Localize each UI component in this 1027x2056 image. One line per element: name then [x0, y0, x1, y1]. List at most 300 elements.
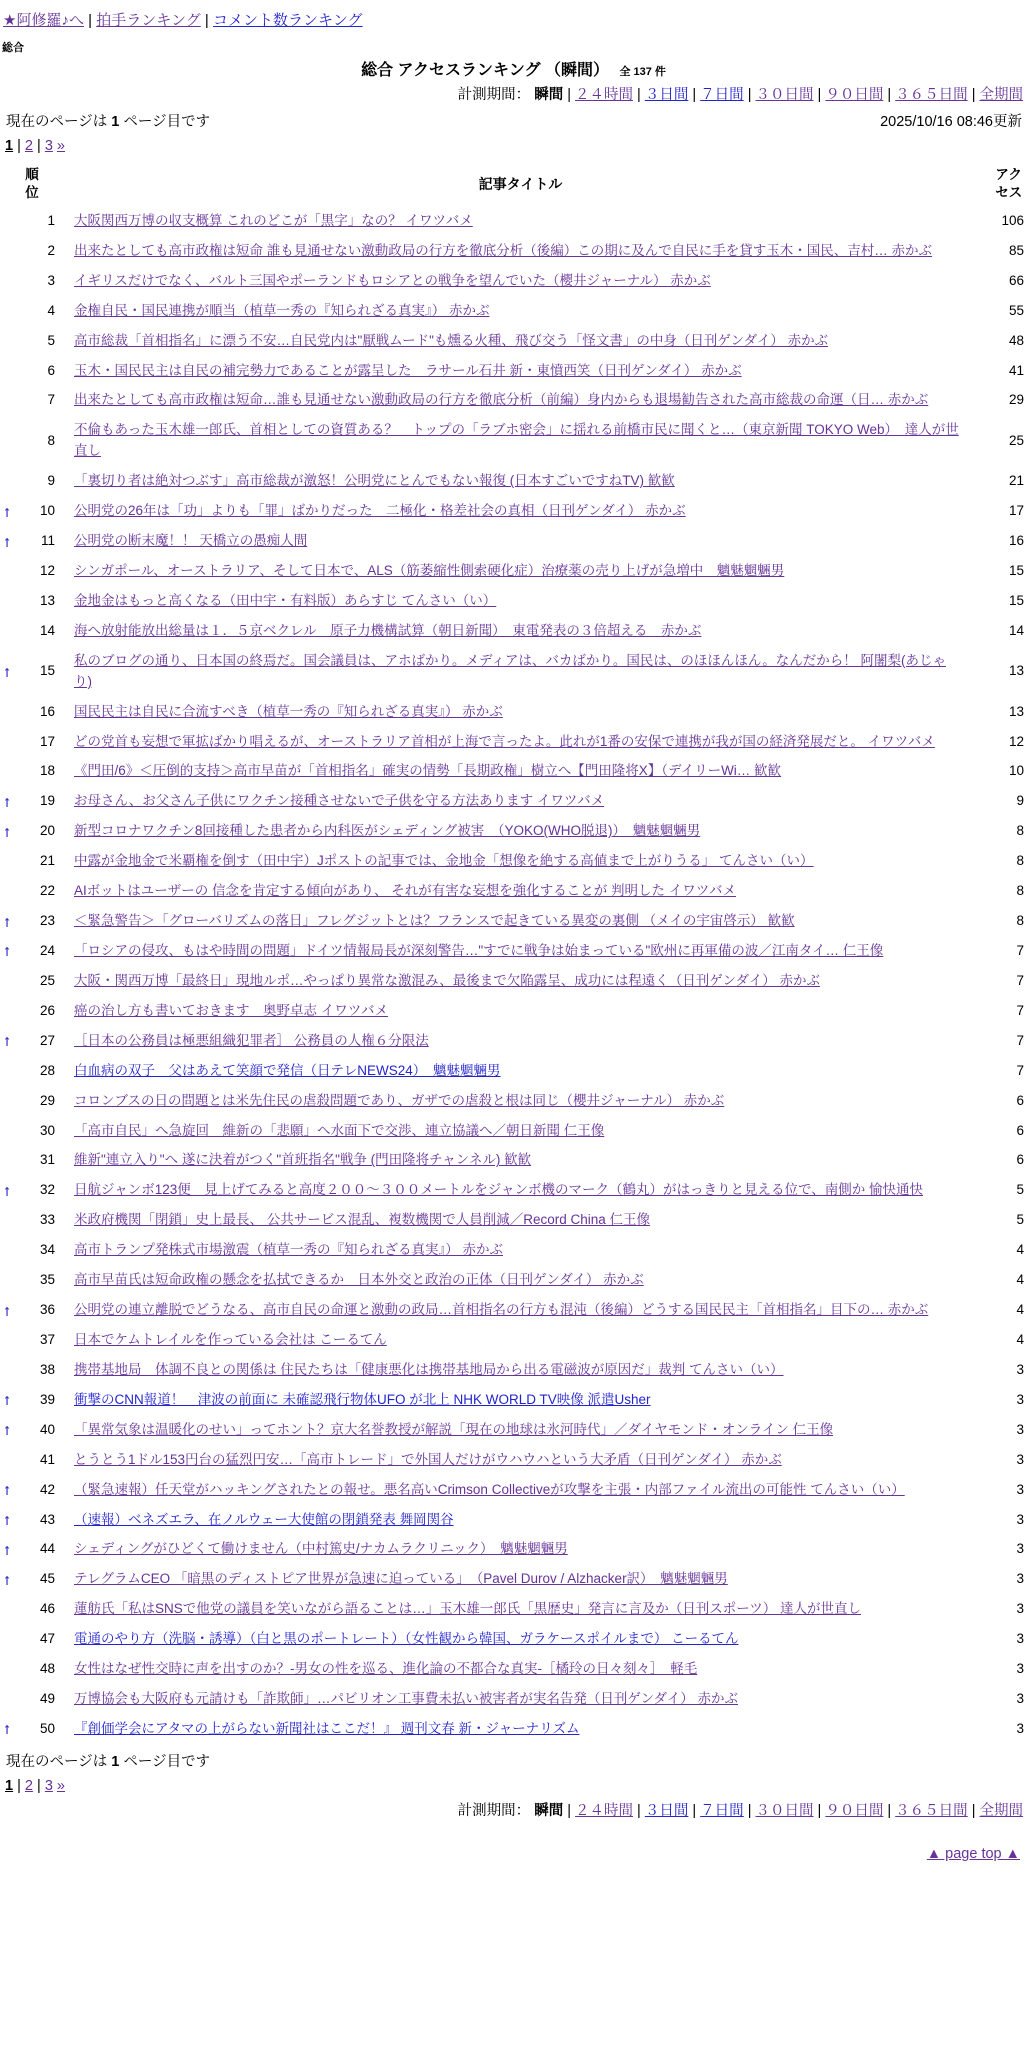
rank-number: 30 — [39, 1122, 55, 1138]
rank-number: 23 — [39, 913, 55, 929]
access-count: 29 — [1008, 392, 1024, 408]
period-link[interactable]: ７日間 — [700, 1803, 744, 1820]
separator: | — [967, 1803, 980, 1820]
table-row — [0, 386, 1027, 416]
article-link[interactable]: 電通のやり方（洗脳・誘導）（白と黒のポートレート）（女性観から韓国、ガラケースポイルまで） こーるてん — [74, 1631, 739, 1647]
title-cell — [64, 616, 977, 646]
article-link[interactable]: 《門田/6》＜圧倒的支持＞高市早苗が「首相指名」確実の情勢「長期政権」樹立へ【門田隆将X】（デイリーWi… 歓歓 — [74, 763, 782, 779]
article-link[interactable]: 白血病の双子 父はあえて笑顔で発信（日テレNEWS24） 魑魅魍魎男 — [74, 1062, 501, 1078]
article-link[interactable]: 海へ放射能放出総量は１．５京ベクレル 原子力機構試算（朝日新聞） 東電発表の３倍超える 赤かぶ — [74, 622, 702, 638]
access-count: 10 — [1008, 763, 1024, 779]
title-cell — [64, 877, 977, 907]
ranking-table — [0, 162, 1027, 1744]
rank-up-arrow-icon: ↑ — [3, 1182, 11, 1200]
rank-cell — [0, 1236, 64, 1266]
rank-cell — [0, 1595, 64, 1625]
article-link[interactable]: イギリスだけでなく、バルト三国やポーランドもロシアとの戦争を望んでいた（櫻井ジャーナル） 赤かぶ — [74, 272, 711, 288]
rank-number: 4 — [47, 302, 55, 318]
access-count: 7 — [1016, 1062, 1024, 1078]
access-count: 48 — [1008, 332, 1024, 348]
access-count: 3 — [1016, 1601, 1024, 1617]
title-cell — [64, 386, 977, 416]
rank-number: 7 — [47, 392, 55, 408]
rank-cell — [0, 1685, 64, 1715]
title-cell — [64, 1685, 977, 1715]
rank-number: 3 — [47, 272, 55, 288]
access-count: 41 — [1008, 362, 1024, 378]
table-row — [0, 1475, 1027, 1505]
title-cell — [64, 1445, 977, 1475]
pagination-page-link[interactable]: 2 — [24, 138, 33, 154]
access-count: 8 — [1016, 883, 1024, 899]
title-cell — [64, 527, 977, 557]
rank-number: 12 — [39, 563, 55, 578]
page-title-text: 総合 アクセスランキング （瞬間） — [361, 62, 609, 79]
rank-cell — [0, 1355, 64, 1385]
access-count: 4 — [1016, 1302, 1024, 1318]
separator: | — [688, 87, 701, 103]
rank-number: 28 — [39, 1062, 55, 1078]
access-count: 6 — [1016, 1152, 1024, 1168]
article-link[interactable]: お母さん、お父さん子供にワクチン接種させないで子供を守る方法あります イワツバメ — [74, 793, 605, 809]
access-count: 21 — [1008, 473, 1024, 489]
article-link[interactable]: 維新"連立入り"へ 遂に決着がつく"首班指名"戦争 (門田隆将チャンネル) 歓歓 — [74, 1152, 532, 1168]
access-count: 8 — [1016, 913, 1024, 929]
top-nav — [0, 0, 1027, 30]
rank-cell — [0, 527, 64, 557]
table-row — [0, 296, 1027, 326]
page-top-link[interactable]: ▲ page top ▲ — [926, 1846, 1020, 1863]
access-count: 15 — [1008, 592, 1024, 608]
rank-number: 19 — [39, 793, 55, 809]
period-link[interactable]: ７日間 — [700, 87, 744, 103]
separator: | — [743, 87, 756, 103]
title-cell — [64, 817, 977, 847]
period-current: 瞬間 — [534, 1803, 564, 1820]
article-link[interactable]: AIボットはユーザーの 信念を肯定する傾向があり、 それが有害な妄想を強化することが 判明した イワツバメ — [74, 883, 736, 899]
article-link[interactable]: テレグラムCEO 「暗黒のディストピア世界が急速に迫っている」 （Pavel Durov / Alzhacker訳） 魑魅魍魎男 — [74, 1571, 728, 1587]
rank-cell — [0, 757, 64, 787]
table-row — [0, 1505, 1027, 1535]
article-link[interactable]: シンガポール、オーストラリア、そして日本で、ALS（筋萎縮性側索硬化症）治療薬の売り上げが急増中 魑魅魍魎男 — [74, 563, 785, 578]
rank-up-arrow-icon: ↑ — [3, 502, 11, 520]
title-cell — [64, 1296, 977, 1326]
rank-number: 16 — [39, 703, 55, 719]
article-link[interactable]: 癌の治し方も書いておきます 奥野卓志 イワツバメ — [74, 1002, 388, 1018]
table-row — [0, 1296, 1027, 1326]
article-link[interactable]: 日本でケムトレイルを作っている会社は こーるてん — [74, 1331, 387, 1347]
access-count: 3 — [1016, 1720, 1024, 1736]
table-row — [0, 1266, 1027, 1296]
rank-cell — [0, 1565, 64, 1595]
column-header-rank: 順位 — [25, 167, 39, 201]
rank-up-arrow-icon: ↑ — [3, 1541, 11, 1559]
rank-cell — [0, 1475, 64, 1505]
access-count: 7 — [1016, 1032, 1024, 1048]
access-count: 8 — [1016, 823, 1024, 839]
rank-up-arrow-icon: ↑ — [3, 1421, 11, 1439]
rank-cell — [0, 966, 64, 996]
rank-number: 49 — [39, 1691, 55, 1707]
ranking-rows — [0, 206, 1027, 1744]
access-count: 5 — [1016, 1182, 1024, 1198]
table-row — [0, 1625, 1027, 1655]
article-link[interactable]: 国民民主は自民に合流すべき（植草一秀の『知られざる真実』） 赤かぶ — [74, 703, 503, 719]
article-link[interactable]: 高市総裁「首相指名」に漂う不安…自民党内は"厭戦ムード"も燻る火種、飛び交う「怪文書」の中身（日刊ゲンダイ） 赤かぶ — [74, 332, 829, 348]
access-count: 13 — [1008, 703, 1024, 719]
rank-number: 35 — [39, 1272, 55, 1288]
title-cell — [64, 1325, 977, 1355]
period-link[interactable]: ９０日間 — [825, 87, 884, 103]
article-link[interactable]: （緊急速報）任天堂がハッキングされたとの報せ。悪名高いCrimson Collectiveが攻撃を主張・内部ファイル流出の可能性 てんさい（い） — [74, 1481, 905, 1497]
title-cell — [64, 416, 977, 467]
rank-cell — [0, 847, 64, 877]
period-link[interactable]: ３日間 — [644, 87, 689, 103]
page-status — [6, 110, 210, 131]
article-link[interactable]: ＜緊急警告＞「グローバリズムの落日」フレグジットとは？フランスで起きている異変の裏側 （メイの宇宙啓示） 歓歓 — [74, 913, 795, 929]
rank-number: 47 — [39, 1631, 55, 1647]
page-status-suffix: ページ目です — [123, 1754, 211, 1771]
rank-cell — [0, 1176, 64, 1206]
title-cell — [64, 757, 977, 787]
article-link[interactable]: （速報）ベネズエラ、在ノルウェー大使館の閉鎖発表 舞岡関谷 — [74, 1511, 454, 1527]
rank-cell — [0, 1206, 64, 1236]
table-row — [0, 1056, 1027, 1086]
table-row — [0, 817, 1027, 847]
access-count: 16 — [1008, 533, 1024, 549]
article-link[interactable]: 携帯基地局 体調不良との関係は 住民たちは「健康悪化は携帯基地局から出る電磁波が原因だ」裁判 てんさい（い） — [74, 1361, 784, 1377]
access-count: 3 — [1016, 1661, 1024, 1677]
rank-number: 34 — [39, 1242, 55, 1258]
article-link[interactable]: 「異常気象は温暖化のせい」ってホント？京大名誉教授が解説「現在の地球は氷河時代」／ダイヤモンド・オンライン 仁王像 — [74, 1421, 834, 1437]
table-row — [0, 1445, 1027, 1475]
separator: | — [967, 87, 980, 103]
title-cell — [64, 1415, 977, 1445]
rank-number: 32 — [39, 1182, 55, 1198]
page-title — [0, 57, 1027, 80]
access-count: 6 — [1016, 1092, 1024, 1108]
separator: | — [32, 1778, 45, 1795]
period-link[interactable]: 全期間 — [979, 1803, 1023, 1820]
rank-cell — [0, 727, 64, 757]
rank-number: 26 — [39, 1002, 55, 1018]
article-link[interactable]: 米政府機関「閉鎖」史上最長、 公共サービス混乱、複数機関で人員削減／Record China 仁王像 — [74, 1212, 651, 1228]
rank-number: 20 — [39, 823, 55, 839]
period-current: 瞬間 — [534, 87, 564, 103]
access-count: 3 — [1016, 1421, 1024, 1437]
rank-number: 46 — [39, 1601, 55, 1617]
pagination-page-link[interactable]: 3 — [44, 1778, 53, 1795]
rank-cell — [0, 1625, 64, 1655]
article-link[interactable]: ［日本の公務員は極悪組織犯罪者］ 公務員の人権６分限法 — [74, 1032, 429, 1048]
table-row — [0, 527, 1027, 557]
title-cell — [64, 936, 977, 966]
separator: | — [563, 87, 576, 103]
article-link[interactable]: 高市トランプ発株式市場激震（植草一秀の『知られざる真実』） 赤かぶ — [74, 1242, 503, 1258]
rank-up-arrow-icon: ↑ — [3, 1511, 11, 1529]
rank-cell — [0, 356, 64, 386]
table-row — [0, 1355, 1027, 1385]
rank-number: 29 — [39, 1092, 55, 1108]
period-link[interactable]: 全期間 — [979, 87, 1023, 103]
table-row — [0, 936, 1027, 966]
column-header-title: 記事タイトル — [478, 176, 563, 193]
title-cell — [64, 326, 977, 356]
access-count: 14 — [1008, 622, 1024, 638]
rank-up-arrow-icon: ↑ — [3, 1720, 11, 1738]
article-link[interactable]: 「高市自民」へ急旋回 維新の「悲願」へ水面下で交渉、連立協議へ／朝日新聞 仁王像 — [74, 1122, 605, 1138]
rank-number: 31 — [39, 1152, 55, 1168]
nav-link[interactable]: ★阿修羅♪へ — [3, 12, 84, 29]
rank-number: 33 — [39, 1212, 55, 1228]
rank-number: 6 — [47, 362, 55, 378]
rank-up-arrow-icon: ↑ — [3, 1571, 11, 1589]
title-cell — [64, 1116, 977, 1146]
period-link[interactable]: ２４時間 — [575, 1803, 634, 1820]
access-count: 25 — [1008, 432, 1024, 448]
access-count: 8 — [1016, 853, 1024, 869]
rank-cell — [0, 697, 64, 727]
article-link[interactable]: 金地金はもっと高くなる（田中宇・有料版）あらすじ てんさい（い） — [74, 592, 497, 608]
rank-cell — [0, 497, 64, 527]
article-link[interactable]: シェディングがひどくて働けません（中村篤史/ナカムラクリニック） 魑魅魍魎男 — [74, 1541, 568, 1557]
page-status-number: 1 — [111, 1754, 120, 1771]
rank-cell — [0, 1266, 64, 1296]
table-row — [0, 1026, 1027, 1056]
table-row — [0, 497, 1027, 527]
title-cell — [64, 467, 977, 497]
title-cell — [64, 1565, 977, 1595]
rank-cell — [0, 1445, 64, 1475]
table-row — [0, 1206, 1027, 1236]
period-link[interactable]: ２４時間 — [575, 87, 634, 103]
title-cell — [64, 1625, 977, 1655]
nav-link[interactable]: 拍手ランキング — [96, 12, 201, 29]
article-link[interactable]: 蓮舫氏「私はSNSで他党の議員を笑いながら語ることは…」玉木雄一郎氏「黒歴史」発言に言及か（日刊スポーツ） 達人が世直し — [74, 1601, 861, 1617]
pagination-next-link[interactable]: » — [56, 138, 65, 154]
article-link[interactable]: 玉木・国民民主は自民の補完勢力であることが露呈した ラサール石井 新・東憤西笑（日刊ゲンダイ） 赤かぶ — [74, 362, 742, 378]
page-status-number: 1 — [111, 114, 120, 130]
title-cell — [64, 1475, 977, 1505]
title-cell — [64, 907, 977, 937]
article-link[interactable]: 「ロシアの侵攻、もはや時間の問題」ドイツ情報局長が深刻警告…"すでに戦争は始まっている"欧州に再軍備の波／江南タイ… 仁王像 — [74, 942, 884, 958]
table-row — [0, 1146, 1027, 1176]
article-link[interactable]: 金権自民・国民連携が順当（植草一秀の『知られざる真実』） 赤かぶ — [74, 302, 490, 318]
access-count: 106 — [1001, 212, 1024, 228]
rank-number: 15 — [39, 663, 55, 679]
pagination-next-link[interactable]: » — [56, 1778, 65, 1795]
period-link[interactable]: ３６５日間 — [895, 1803, 968, 1820]
rank-cell — [0, 996, 64, 1026]
table-row — [0, 1116, 1027, 1146]
rank-number: 2 — [47, 242, 55, 258]
table-row — [0, 907, 1027, 937]
access-count: 12 — [1008, 733, 1024, 749]
title-cell — [64, 586, 977, 616]
page-status-prefix: 現在のページは — [6, 114, 108, 130]
pagination-page-link[interactable]: 2 — [24, 1778, 33, 1795]
rank-number: 10 — [39, 503, 55, 519]
rank-cell — [0, 1086, 64, 1116]
status-line-top — [0, 108, 1027, 131]
article-link[interactable]: 公明党の連立離脱でどうなる、高市自民の命運と激動の政局…首相指名の行方も混沌（後編）どうする国民民主「首相指名」目下の… 赤かぶ — [74, 1302, 929, 1318]
rank-up-arrow-icon: ↑ — [3, 942, 11, 960]
separator: | — [633, 87, 645, 103]
access-count: 15 — [1008, 563, 1024, 578]
separator: | — [743, 1803, 756, 1820]
title-cell — [64, 1505, 977, 1535]
article-link[interactable]: 「裏切り者は絶対つぶす」高市総裁が激怒！公明党にとんでもない報復 (日本すごいですねTV) 歓歓 — [74, 473, 675, 489]
table-row — [0, 266, 1027, 296]
rank-cell — [0, 1325, 64, 1355]
table-row — [0, 847, 1027, 877]
rank-cell — [0, 416, 64, 467]
updated-timestamp: 2025/10/16 08:46更新 — [880, 114, 1022, 130]
table-header-row — [0, 162, 1027, 206]
title-cell — [64, 1714, 977, 1744]
rank-cell — [0, 646, 64, 697]
rank-up-arrow-icon: ↑ — [3, 1481, 11, 1499]
rank-cell — [0, 1655, 64, 1685]
rank-up-arrow-icon: ↑ — [3, 912, 11, 930]
period-link[interactable]: ３０日間 — [755, 1803, 814, 1820]
article-link[interactable]: 高市早苗氏は短命政権の懸念を払拭できるか 日本外交と政治の正体（日刊ゲンダイ） 赤かぶ — [74, 1272, 644, 1288]
article-link[interactable]: 私のブログの通り、日本国の終焉だ。国会議員は、アホばかり。メディアは、バカばかり。国民は、のほほんほん。なんだから！ 阿闍梨(あじゃり) — [74, 652, 946, 689]
table-row — [0, 236, 1027, 266]
rank-number: 36 — [39, 1302, 55, 1318]
access-count: 7 — [1016, 972, 1024, 988]
table-row — [0, 416, 1027, 467]
article-link[interactable]: 女性はなぜ性交時に声を出すのか？-男女の性を巡る、進化論の不都合な真実-［橘玲の日々刻々］ 軽毛 — [74, 1661, 698, 1677]
rank-cell — [0, 1535, 64, 1565]
rank-number: 44 — [39, 1541, 55, 1557]
rank-number: 24 — [39, 942, 55, 958]
access-count: 3 — [1016, 1451, 1024, 1467]
article-link[interactable]: 日航ジャンボ123便 見上げてみると高度２００～３００メートルをジャンボ機のマーク（鶴丸）がはっきりと見える位で、南側か 愉快通快 — [74, 1182, 923, 1198]
separator: | — [83, 12, 97, 29]
access-count: 55 — [1008, 302, 1024, 318]
rank-cell — [0, 1146, 64, 1176]
table-row — [0, 646, 1027, 697]
title-cell — [64, 847, 977, 877]
rank-number: 17 — [39, 733, 55, 749]
table-row — [0, 467, 1027, 497]
article-link[interactable]: 万博協会も大阪府も元請けも「詐欺師」…パビリオン工事費未払い被害者が実名告発（日刊ゲンダイ） 赤かぶ — [74, 1691, 739, 1707]
article-link[interactable]: 公明党の断末魔！！ 天橋立の愚痴人間 — [74, 533, 308, 549]
article-link[interactable]: 新型コロナワクチン8回接種した患者から内科医がシェディング被害 （YOKO(WHO脱退)） 魑魅魍魎男 — [74, 823, 701, 839]
rank-up-arrow-icon: ↑ — [3, 823, 11, 841]
period-link[interactable]: ３日間 — [644, 1803, 689, 1820]
rank-number: 14 — [39, 622, 55, 638]
period-link[interactable]: ３０日間 — [755, 87, 814, 103]
access-count: 3 — [1016, 1511, 1024, 1527]
article-link[interactable]: 公明党の26年は「功」よりも「罪」ばかりだった 二極化・格差社会の真相（日刊ゲンダイ） 赤かぶ — [74, 503, 686, 519]
access-count: 9 — [1016, 793, 1024, 809]
title-cell — [64, 697, 977, 727]
article-link[interactable]: 出来たとしても高市政権は短命 誰も見通せない激動政局の行方を徹底分析（後編）この期に及んで自民に手を貸す玉木・国民、吉村… 赤かぶ — [74, 242, 932, 258]
status-line-bottom — [0, 1748, 1027, 1771]
rank-number: 50 — [39, 1720, 55, 1736]
table-row — [0, 1535, 1027, 1565]
title-cell — [64, 356, 977, 386]
access-count: 85 — [1008, 242, 1024, 258]
table-row — [0, 966, 1027, 996]
access-count: 4 — [1016, 1242, 1024, 1258]
access-count: 7 — [1016, 1002, 1024, 1018]
rank-number: 45 — [39, 1571, 55, 1587]
total-count: 全 137 件 — [619, 66, 666, 78]
access-count: 66 — [1008, 272, 1024, 288]
article-link[interactable]: 『創価学会にアタマの上がらない新聞社はここだ！』 週刊文春 新・ジャーナリズム — [74, 1720, 580, 1736]
article-link[interactable]: 中露が金地金で米覇権を倒す（田中宇）Jポストの記事では、金地金「想像を絶する高値まで上がりうる」 てんさい（い） — [74, 853, 814, 869]
access-count: 3 — [1016, 1391, 1024, 1407]
rank-number: 37 — [39, 1331, 55, 1347]
column-header-access: アクセス — [995, 167, 1023, 201]
rank-cell — [0, 586, 64, 616]
rank-cell — [0, 616, 64, 646]
article-link[interactable]: 大阪・関西万博「最終日」現地ルポ…やっぱり異常な激混み、最後まで欠陥露呈、成功には程遠く（日刊ゲンダイ） 赤かぶ — [74, 972, 820, 988]
title-cell — [64, 1236, 977, 1266]
page-status-suffix: ページ目です — [123, 114, 211, 130]
article-link[interactable]: 不倫もあった玉木雄一郎氏、首相としての資質ある？ トップの「ラブホ密会」に揺れる前橋市民に聞くと…（東京新聞 TOKYO Web） 達人が世直し — [74, 422, 959, 459]
article-link[interactable]: コロンブスの日の問題とは米先住民の虐殺問題であり、ガザでの虐殺と根は同じ（櫻井ジャーナル） 赤かぶ — [74, 1092, 725, 1108]
rank-up-arrow-icon: ↑ — [3, 1032, 11, 1050]
separator: | — [688, 1803, 701, 1820]
article-link[interactable]: どの党首も妄想で軍拡ばかり唱えるが、オーストラリア首相が上海で言ったよ。此れが1番の安保で連携が我が国の経済発展だと。 イワツバメ — [74, 733, 935, 749]
table-row — [0, 1086, 1027, 1116]
period-bar-top — [0, 80, 1027, 104]
article-link[interactable]: 衝撃のCNN報道！ 津波の前面に 未確認飛行物体UFO が北上 NHK WORLD TV映像 派遣Usher — [74, 1391, 651, 1407]
rank-up-arrow-icon: ↑ — [3, 663, 11, 681]
rank-up-arrow-icon: ↑ — [3, 532, 11, 550]
table-row — [0, 557, 1027, 587]
table-row — [0, 326, 1027, 356]
article-link[interactable]: 出来たとしても高市政権は短命…誰も見通せない激動政局の行方を徹底分析（前編）身内からも退場勧告された高市総裁の命運（日… 赤かぶ — [74, 392, 929, 408]
title-cell — [64, 727, 977, 757]
title-cell — [64, 266, 977, 296]
title-cell — [64, 1026, 977, 1056]
title-cell — [64, 1086, 977, 1116]
separator: | — [13, 1778, 25, 1795]
rank-number: 25 — [39, 972, 55, 988]
nav-link[interactable]: コメント数ランキング — [212, 12, 363, 29]
article-link[interactable]: とうとう1ドル153円台の猛烈円安…「高市トレード」で外国人だけがウハウハという大矛盾（日刊ゲンダイ） 赤かぶ — [74, 1451, 782, 1467]
separator: | — [633, 1803, 645, 1820]
pagination-page-link[interactable]: 3 — [44, 138, 53, 154]
separator: | — [13, 138, 25, 154]
title-cell — [64, 557, 977, 587]
article-link[interactable]: 大阪関西万博の収支概算 これのどこが「黒字」なの？ イワツバメ — [74, 212, 473, 228]
rank-cell — [0, 1056, 64, 1086]
separator: | — [32, 138, 45, 154]
rank-cell — [0, 817, 64, 847]
period-link[interactable]: ９０日間 — [825, 1803, 884, 1820]
separator: | — [883, 1803, 896, 1820]
separator: | — [813, 87, 826, 103]
pagination-current-page: 1 — [5, 1778, 14, 1795]
period-link[interactable]: ３６５日間 — [895, 87, 968, 103]
access-count: 17 — [1008, 503, 1024, 519]
access-count: 3 — [1016, 1571, 1024, 1587]
rank-number: 1 — [47, 212, 55, 228]
rank-number: 13 — [39, 592, 55, 608]
table-row — [0, 1655, 1027, 1685]
access-count: 5 — [1016, 1212, 1024, 1228]
title-cell — [64, 1535, 977, 1565]
rank-number: 39 — [39, 1391, 55, 1407]
title-cell — [64, 1176, 977, 1206]
rank-cell — [0, 787, 64, 817]
